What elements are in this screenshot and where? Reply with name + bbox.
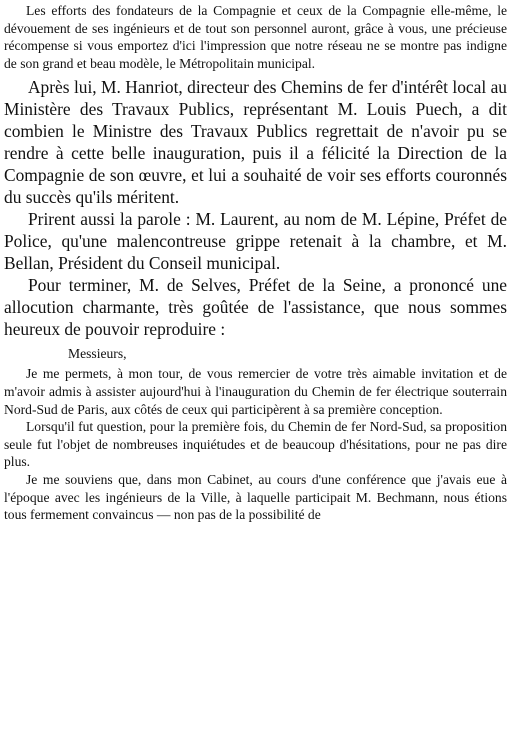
speech-salutation: Messieurs, [68,346,127,362]
speech-paragraph-thanks: Je me permets, à mon tour, de vous remercier de votre très aimable invitation et de m'avoir admis à assister aujourd'hui à l'inauguration du Chemin de fer électrique souterrain Nord-Sud de Paris, aux côtés de ceux qui participèrent à sa première conception. [4,366,507,417]
paragraph-other-speakers: Prirent aussi la parole : M. Laurent, au nom de M. Lépine, Préfet de Police, qu'une malencontreuse grippe retenait à la chambre, et M. Bellan, Président du Conseil municipal. [4,209,507,274]
document-page [4,2,507,524]
paragraph-prefect-intro: Pour terminer, M. de Selves, Préfet de la Seine, a prononcé une allocution charmante, très goûtée de l'assistance, que nous sommes heureux de pouvoir reproduire : [4,275,507,340]
speech-paragraph-memory: Je me souviens que, dans mon Cabinet, au cours d'une conférence que j'avais eue à l'époque avec les ingénieurs de la Ville, à laquelle participait M. Bechmann, nous étions tous fermement convaincus — non pas de la possibilité de [4,471,507,523]
paragraph-hanriot-speech: Après lui, M. Hanriot, directeur des Chemins de fer d'intérêt local au Ministère des Travaux Publics, représentant M. Louis Puech, a dit combien le Ministre des Travaux Publics regrettait de n'avoir pu se rendre à cette belle inauguration, puis il a félicité la Direction de la Compagnie de son œuvre, et lui a souhaité de voir ses efforts couronnés du succès qu'ils méritent. [4,77,507,208]
paragraph-closing-remarks: Les efforts des fondateurs de la Compagnie et ceux de la Compagnie elle-même, le dévouement de ses ingénieurs et de tout son personnel auront, grâce à vous, une précieuse récompense si vous emportez d'ici l'impression que notre réseau ne se montre pas indigne de son grand et beau modèle, le Métropolitain municipal. [4,3,507,71]
speech-paragraph-first-question: Lorsqu'il fut question, pour la première fois, du Chemin de fer Nord-Sud, sa proposition seule fut l'objet de nombreuses inquiétudes et de beaucoup d'hésitations, pour ne pas dire plus. [4,419,507,470]
